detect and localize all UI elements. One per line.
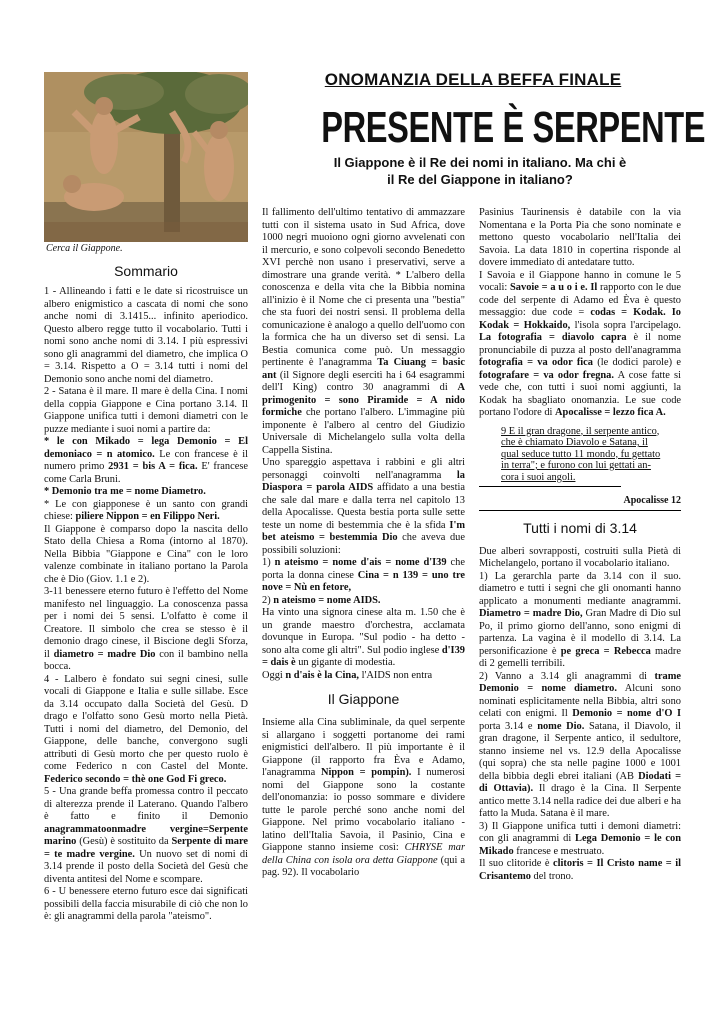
paragraph: 2) Vanno a 3.14 gli anagrammi di trame Demonio = nome diametro. Alcuni sono nominati esplicitamente nella Bibbia, altri sono celati con enigmi. Il Demonio = nome d'O I porta 3.14 e nome Dio. Satana, il Diavolo, il gran dragone, il Serpente antico, il sedultore, stanno insieme nel vs. 12.9 della Apocalisse (qui sopra) che sta nelle pagine 1000 e 1001 della bibbia degli ebrei italiani (AB Diodati = di Ottavia). Il drago è la Cina. Il Serpente antico mette 3.14 nella radice dei due alberi e ha fatto la Muda. Satana è il mare. (479, 670, 682, 819)
sommario-item-10: 6 - U benessere eterno futuro esce dai significati possibili della faccia misurabile di ciò che non lo è: gli anagrammi della parola "ateismo". (44, 886, 248, 922)
paragraph: 1) n ateismo = nome d'ais = nome d'I39 che porta la donna cinese Cina = n 139 = uno tre nove = Nù en fetore, (262, 557, 466, 593)
sommario-item-6: Il Giappone è comparso dopo la nascita dello Stato della Chiesa a Roma (intorno al 1870). Nella Bibbia "Giappone e Cina" con le loro valenze combinate in italiano portano la Parola che è Dio (Giov. 1.1 e 2). (44, 523, 248, 585)
paragraph: Oggi n d'ais è la Cina, l'AIDS non entra (262, 669, 433, 681)
sommario-column (44, 286, 248, 924)
fresco-image (44, 72, 248, 242)
paragraph: Ha vinto una signora cinese alta m. 1.50 che è un grande maestro d'orchestra, acclamata dovunque in Europa. "Sul podio - ha detto - sono alta come gli altri". Sul podio inglese d'I39 = dais è un gigante di modestia. (262, 607, 465, 668)
section-heading-giappone: Il Giappone (327, 691, 400, 707)
section-heading-tutti-nomi: Tutti i nomi di 3.14 (523, 519, 637, 536)
section-divider (479, 510, 681, 511)
paragraph: 2) n ateismo = nome AIDS. (262, 594, 381, 606)
paragraph: 3) Il Giappone unifica tutti i demoni diametri: con gli anagrammi di Lega Demonio = le con Mikado francese e mestruato. (479, 820, 681, 857)
sommario-item-5: * Le con giapponese è un santo con grandi chiese: piliere Nippon = en Filippo Neri. (44, 498, 248, 522)
image-caption: Cerca il Giappone. (46, 243, 123, 254)
paragraph: 1) La gerarchla parte da 3.14 con il suo. diametro e tutti i segni che gli onomanti hanno applicato a monumenti mediante anagrammi. Diametro = madre Dio, Gran Madre di Dio sul Po, il primo giorno dell'anno, sono enigmi di partenza. La vagina è il modello di 3.14. La personificazione è pe greca = Rebecca madre di 2 gemelli terribili. (479, 570, 682, 669)
article-column-2 (262, 207, 465, 880)
paragraph: Insieme alla Cina subliminale, da quel serpente si allargano i soggetti portanome dei rami enigmistici dell'albero. Il più importante è il Giappone (il rapporto fra Èva e Adamo, l'anagramma Nippon = pompin). I numerosi nomi del Giappone sono la costante dell'onomanzia: io posso sommare e dividere tutte le parole perché sono anche nomi del Giappone. Nel primo vocabolario italiano - latino dell'Italia Savoia, il Pasinio, Cina e Giappone stanno insieme così: CHRYSE mar della China con isola ora detta Giappone (qui a pag. 92). Il vocabolario (262, 717, 466, 878)
article-column-3 (479, 207, 681, 883)
adam-figure (90, 110, 118, 174)
sommario-item-8: 4 - Lalbero è fondato sui segni cinesi, sulle vocali di Giappone e Italia e sulle sillabe. Esce da 3.14 occupato dalla Società del Gesù. D drago e l'olfatto sono Gesù morto nella Pietà. Tutti i nomi del diametro, del Demonio, del Giappone, delle banche, convergono sugli attributi di Gesù morto che per questo ruolo è come Federico n con Castel del Monte. Federico secondo = thè one God Fi greco. (44, 673, 248, 785)
paragraph: I Savoia e il Giappone hanno in comune le 5 vocali: Savoie = a u o i e. Il rapporto con le due code del serpente di Adamo ed Èva è questo messaggio: due code = codas = Kodak. Io Kodak = Hokkaido, l'isola sopra l'arcipelago. La fotografia = diavolo capra è il nome pronunciabile di puzza al posto dell'anagramma fotografia = va odor fica (le dodici parole) e fotografare = va odor fregna. A cose fatte si vede che, con tutti i suoi nomi aggiunti, la Kodak ha sbagliato onomanzia. Le sue code portano l'odore di Apocalisse = lezzo fica A. (479, 269, 682, 418)
sommario-heading: Sommario (114, 263, 178, 279)
fresco-illustration (44, 72, 248, 242)
subheadline: Il Giappone è il Re dei nomi in italiano. Ma chi è il Re del Giappone in italiano? (333, 155, 627, 187)
bible-quote: 9 E il gran dragone, il serpente antico, che è chiamato Diavolo e Satana, il qual seduce tutto 11 mondo, fu gettato in terra"; e furono con lui gettati an- cora i suoi angoli. (501, 425, 661, 483)
quote-source: Apocalisse 12 (623, 495, 681, 506)
paragraph: Due alberi sovrapposti, costruiti sulla Pietà di Michelangelo, portano il vocabolario italiano. (479, 545, 681, 569)
angel-figure (204, 133, 234, 201)
sommario-item-9: 5 - Una grande beffa promessa contro il peccato di alterezza prende il Laterano. Quando l'albero è fatto e finito il Demonio anagrammatoonmadre vergine=Serpente marino (Gesù) è sostituito da Serpente di mare = te madre vergine. Un nuovo set di nomi di 3.14 prende il posto della Società del Gesù che diventa antitesi del Nome e scompare. (44, 786, 248, 885)
sommario-item-1: 1 - Allineando i fatti e le date si ricostruisce un albero enigmistico a cascata di nomi che sono anche nomi di 3.1415... infinito aperiodico. Questo albero regge tutto il vocabolario. Tutti i nomi sono anche nomi di 3.14. I più espressivi sono gli anagrammi del diametro, che implica O = 3.14. Rispetto a O = 3.14 tutti i nomi del Demonio sono anche nomi del diametro. (44, 286, 248, 385)
sommario-item-7: 3-11 benessere eterno futuro è l'effetto del Nome manifesto nel linguaggio. La conoscenza passa per i nomi dei 5 sensi. L'olfatto è come il Creatore. Il simbolo che crea se stesso è il demonio drago cinese, il Biscione degli Sforza, il diametro = madre Dio con il bambino nella bocca. (44, 586, 248, 672)
quote-divider (479, 486, 621, 487)
paragraph: Il fallimento dell'ultimo tentativo di ammazzare tutti con il sistema usato in Sud Africa, dove 1000 negri muoiono ogni giorno avvelenati con il mercurio, e sono colpevoli secondo Benedetto XVI perchè non usano i preservativi, serve a dimostrare una grande verità. * L'albero della conoscenza e della vita che la Bibbia nomina all'inizio è il Nome che ci presenta una "bestia" che sta fuori dei nostri sensi. Il problema della comunicazione è analogo a quello dell'uomo con la formica che ha un diverso set di sensi. La Bestia comunica come può. Un messaggio pertinente è l'anagramma Ta Ciuang = basic ant (il Signore degli esercitì ha i 64 esagrammi dell'I King) contro 30 anagrammi di A primogenito = sono Piramide = A nido formiche che portano l'albero. L'immagine più imponente è l'albero al centro del Giudizio Universale di Michelangelo sulla volta della Cappella Sistina. (262, 207, 465, 456)
paragraph: Pasinius Taurinensis è databile con la via Nomentana e la Porta Pia che sono nominate e mettono questo vocabolario nell'Italia dei Savoia. La data 1810 in copertina risponde al dovere immediato di antedatare tutto. (479, 207, 681, 268)
page-headline: PRESENTE È SERPENTE (321, 103, 706, 152)
kicker-title: ONOMANZIA DELLA BEFFA FINALE (324, 70, 622, 89)
sommario-item-4: * Demonio tra me = nome Diametro. (44, 486, 206, 497)
sommario-item-2: 2 - Satana è il mare. Il mare è della Cina. I nomi della coppia Giappone e Cina portano 3.14. Il Giappone unifica tutti i demoni diametri con le puzze mediante i suoi nomi a partire da: (44, 386, 248, 435)
paragraph: Uno spareggio aspettava i rabbini e gli altri personaggi coinvolti nell'anagramma la Diaspora = parola AIDS affidato a una bestia che sale dal mare e dalla terra nel capitolo 13 della Apocalisse. Questa bestia porta sulle sette teste un nome di bestemmia che è la sfida I'm bet ateismo = bestemmia Dio che aveva due possibili soluzioni: (262, 457, 465, 556)
sommario-item-3: * le con Mikado = lega Demonio = El demoniaco = n atomico. Le con francese è il numero primo 2931 = bis A = fica. E' francese come Carla Bruni. (44, 436, 249, 485)
paragraph: Il suo clitoride è clitoris = Il Cristo name = il Crisantemo del trono. (479, 858, 681, 882)
